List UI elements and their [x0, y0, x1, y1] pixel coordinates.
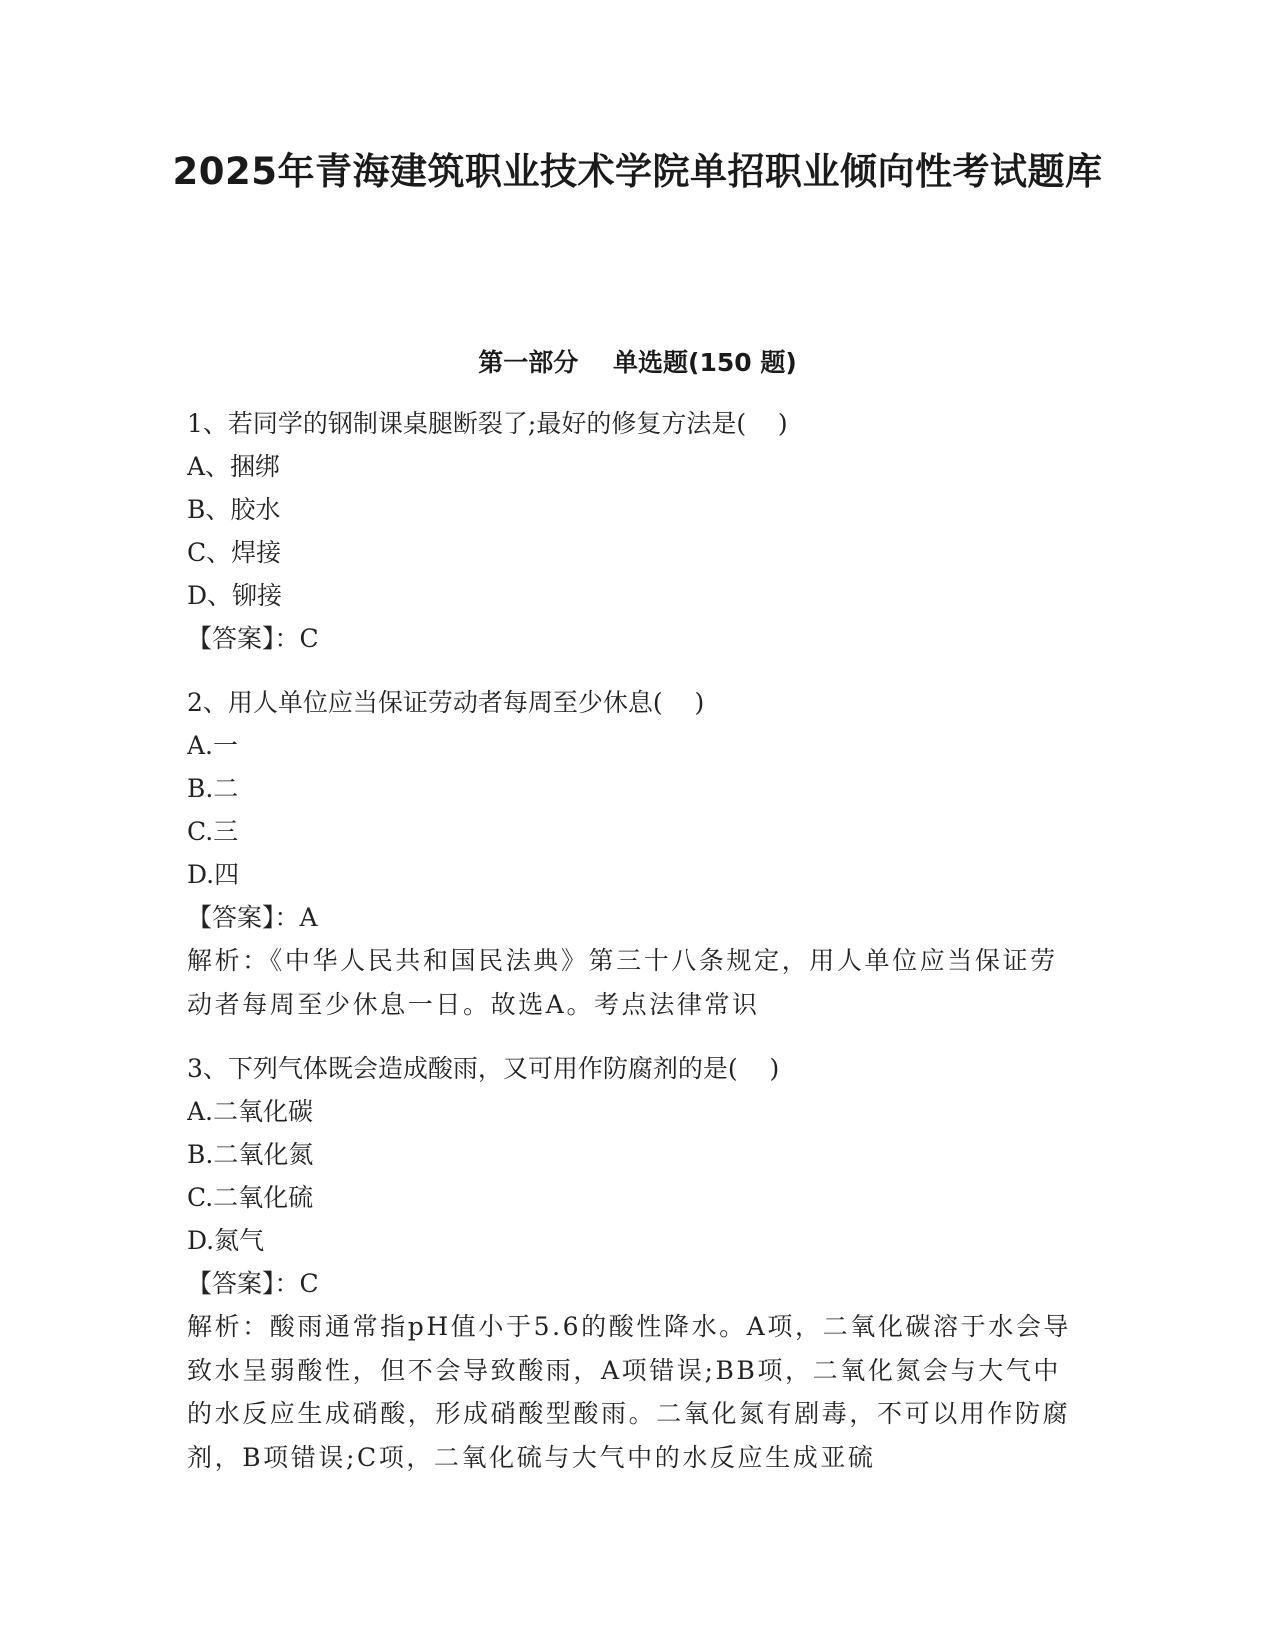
- document-title: 2025年青海建筑职业技术学院单招职业倾向性考试题库: [172, 150, 1103, 193]
- explanation: 解析：《中华人民共和国民法典》第三十八条规定，用人单位应当保证劳动者每周至少休息一日。故选A。考点法律常识: [187, 946, 1058, 1019]
- option-b: B.二: [187, 774, 239, 803]
- question-1: [187, 402, 1077, 660]
- option-c: C.二氧化硫: [187, 1183, 314, 1212]
- section-heading: 第一部分 单选题(150 题): [478, 348, 797, 377]
- question-stem: 1、若同学的钢制课桌腿断裂了;最好的修复方法是( ): [187, 409, 788, 438]
- option-c: C.三: [187, 817, 239, 846]
- question-stem: 2、用人单位应当保证劳动者每周至少休息( ): [187, 688, 705, 717]
- option-a: A、捆绑: [187, 452, 281, 481]
- question-3: [187, 1047, 1077, 1479]
- option-a: A.一: [187, 731, 239, 760]
- answer: 【答案】：A: [187, 903, 318, 932]
- option-b: B.二氧化氮: [187, 1140, 314, 1169]
- option-b: B、胶水: [187, 495, 281, 524]
- option-d: D、铆接: [187, 581, 283, 610]
- answer: 【答案】：C: [187, 624, 319, 653]
- option-a: A.二氧化碳: [187, 1097, 314, 1126]
- question-2: [187, 681, 1077, 1026]
- option-d: D.氮气: [187, 1226, 265, 1255]
- option-d: D.四: [187, 860, 240, 889]
- question-stem: 3、下列气体既会造成酸雨，又可用作防腐剂的是( ): [187, 1054, 780, 1083]
- question-list: [187, 402, 1077, 1500]
- option-c: C、焊接: [187, 538, 282, 567]
- answer: 【答案】：C: [187, 1269, 319, 1298]
- explanation: 解析：酸雨通常指pH值小于5.6的酸性降水。A项，二氧化碳溶于水会导致水呈弱酸性，但不会导致酸雨，A项错误;BB项，二氧化氮会与大气中的水反应生成硝酸，形成硝酸型酸雨。二氧化氮有剧毒，不可以用作防腐剂，B项错误;C项，二氧化硫与大气中的水反应生成亚硫: [187, 1312, 1072, 1472]
